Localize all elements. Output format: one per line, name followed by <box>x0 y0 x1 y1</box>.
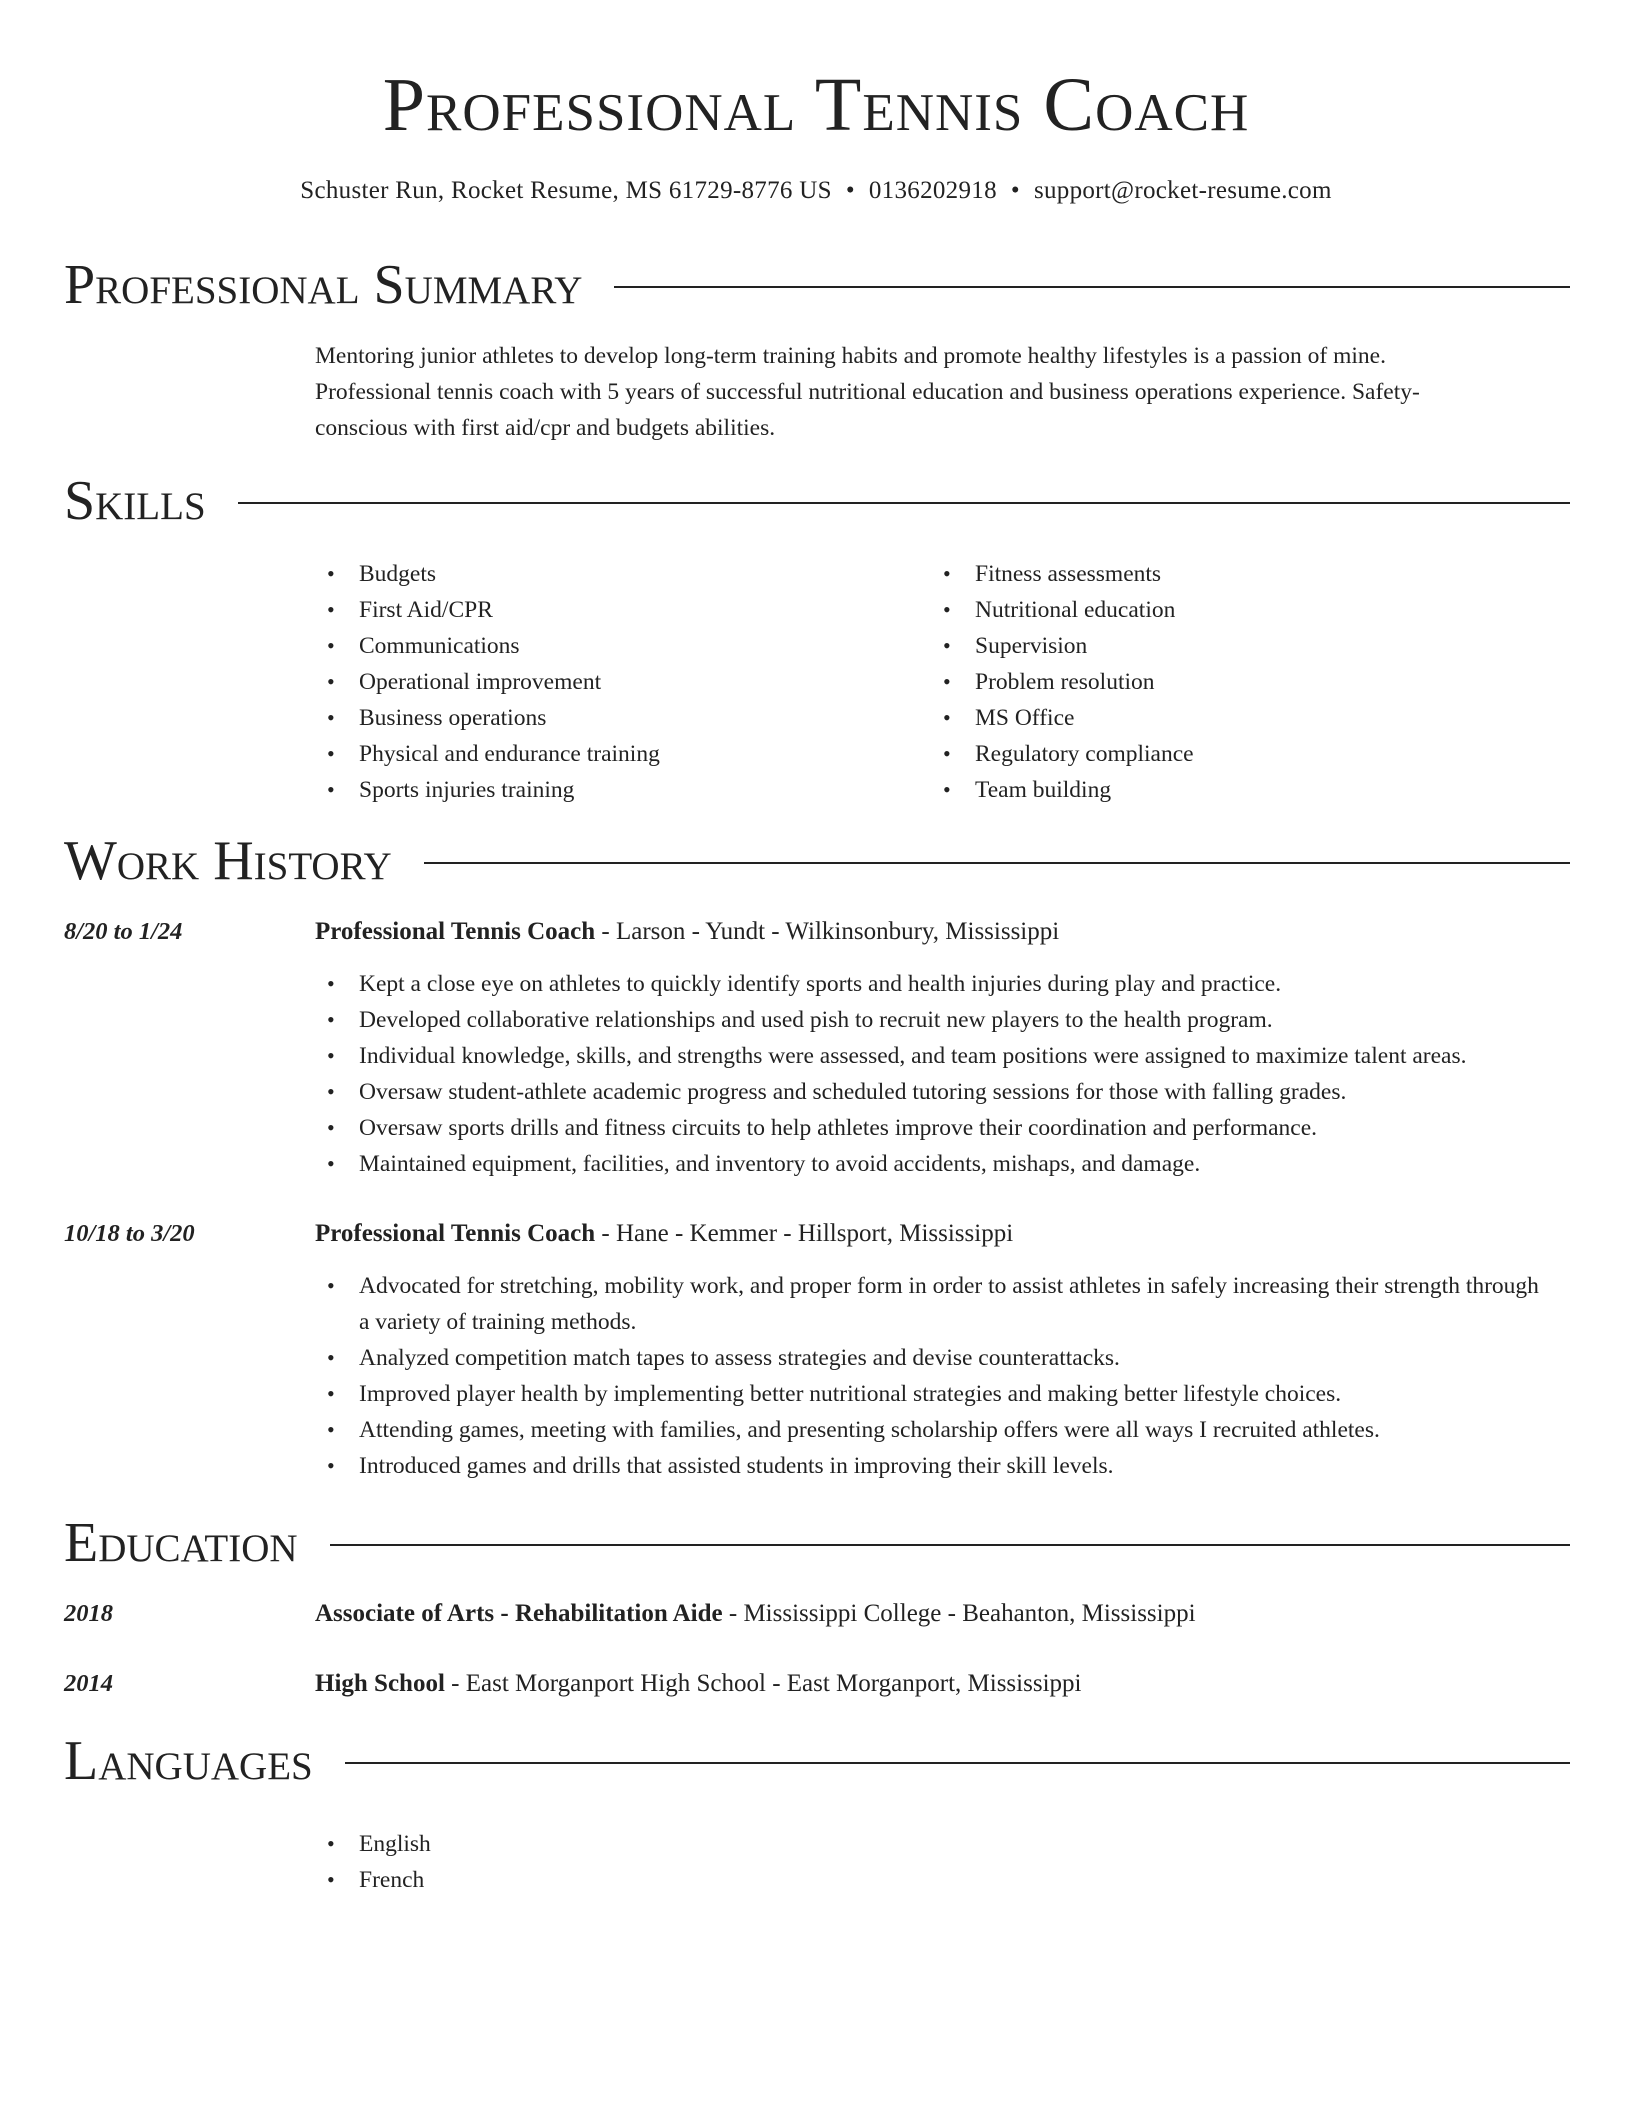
skill-item: • Supervision <box>931 628 1491 664</box>
job-bullet: • Oversaw student-athlete academic progress and scheduled tutoring sessions for those with falling grades. <box>315 1074 1545 1110</box>
education-year: 2018 <box>64 1600 113 1627</box>
job-title-line <box>315 914 1565 950</box>
education-school-location: - East Morganport High School - East Morganport, Mississippi <box>444 1670 1082 1697</box>
section-heading-summary <box>64 250 1570 320</box>
job-dates: 10/18 to 3/20 <box>64 1220 195 1247</box>
section-heading-skills <box>64 466 1570 536</box>
contact-separator: • <box>845 177 855 204</box>
education-line <box>315 1596 1565 1632</box>
job-dates: 8/20 to 1/24 <box>64 918 183 945</box>
section-title: Skills <box>64 470 206 532</box>
language-item: • English <box>315 1826 915 1862</box>
skill-item: • Problem resolution <box>931 664 1491 700</box>
skill-item: • Nutritional education <box>931 592 1491 628</box>
section-heading-languages <box>64 1726 1570 1796</box>
job-bullet: • Introduced games and drills that assisted students in improving their skill levels. <box>315 1448 1545 1484</box>
job-bullet: • Advocated for stretching, mobility work, and proper form in order to assist athletes in safely increasing their strength through a variety of training methods. <box>315 1268 1545 1340</box>
skill-item: • Operational improvement <box>315 664 875 700</box>
section-divider <box>238 502 1570 504</box>
skill-item: • Regulatory compliance <box>931 736 1491 772</box>
job-title: Professional Tennis Coach <box>315 1220 596 1247</box>
job-title: Professional Tennis Coach <box>315 918 596 945</box>
skill-item: • Business operations <box>315 700 875 736</box>
contact-separator: • <box>1010 177 1020 204</box>
skill-item: • Sports injuries training <box>315 772 875 808</box>
job-bullets <box>315 966 1545 1182</box>
job-bullet: • Oversaw sports drills and fitness circuits to help athletes improve their coordination and performance. <box>315 1110 1545 1146</box>
section-divider <box>424 862 1570 864</box>
job-employer-location: - Hane - Kemmer - Hillsport, Mississippi <box>595 1220 1014 1247</box>
contact-email: support@rocket-resume.com <box>1033 177 1332 204</box>
section-title: Work History <box>64 830 392 892</box>
job-bullet: • Kept a close eye on athletes to quickly identify sports and health injuries during play and practice. <box>315 966 1545 1002</box>
resume-name-title: Professional Tennis Coach <box>382 63 1250 147</box>
section-title: Professional Summary <box>64 254 583 316</box>
contact-line <box>0 174 1632 208</box>
education-degree: High School <box>315 1670 445 1697</box>
education-degree: Associate of Arts - Rehabilitation Aide <box>315 1600 723 1627</box>
job-bullet: • Attending games, meeting with families, and presenting scholarship offers were all ways I recruited athletes. <box>315 1412 1545 1448</box>
job-bullet: • Improved player health by implementing better nutritional strategies and making better lifestyle choices. <box>315 1376 1545 1412</box>
skill-item: • First Aid/CPR <box>315 592 875 628</box>
job-bullet: • Analyzed competition match tapes to assess strategies and devise counterattacks. <box>315 1340 1545 1376</box>
job-employer-location: - Larson - Yundt - Wilkinsonbury, Mississippi <box>595 918 1060 945</box>
education-school-location: - Mississippi College - Beahanton, Mississippi <box>722 1600 1196 1627</box>
language-item: • French <box>315 1862 915 1898</box>
skill-item: • Team building <box>931 772 1491 808</box>
skills-column-left <box>315 556 875 808</box>
summary-text: Mentoring junior athletes to develop long-term training habits and promote healthy lifestyles is a passion of mine. Professional tennis coach with 5 years of successful nutritional education and business operations experience. Safety-conscious with first aid/cpr and budgets abilities. <box>315 343 1420 441</box>
skills-column-right <box>931 556 1491 808</box>
section-divider <box>345 1762 1570 1764</box>
job-title-line <box>315 1216 1565 1252</box>
section-title: Languages <box>64 1730 313 1792</box>
section-heading-education <box>64 1508 1570 1578</box>
job-bullets <box>315 1268 1545 1484</box>
education-line <box>315 1666 1565 1702</box>
education-year: 2014 <box>64 1670 113 1697</box>
languages-list <box>315 1826 915 1898</box>
skill-item: • Communications <box>315 628 875 664</box>
skill-item: • Physical and endurance training <box>315 736 875 772</box>
skill-item: • MS Office <box>931 700 1491 736</box>
contact-address: Schuster Run, Rocket Resume, MS 61729-8776 US <box>300 177 832 204</box>
job-bullet: • Maintained equipment, facilities, and inventory to avoid accidents, mishaps, and damage. <box>315 1146 1545 1182</box>
job-bullet: • Developed collaborative relationships and used pish to recruit new players to the health program. <box>315 1002 1545 1038</box>
section-heading-work-history <box>64 826 1570 896</box>
skill-item: • Budgets <box>315 556 875 592</box>
section-divider <box>330 1544 1570 1546</box>
job-bullet: • Individual knowledge, skills, and strengths were assessed, and team positions were assigned to maximize talent areas. <box>315 1038 1545 1074</box>
section-divider <box>614 286 1570 288</box>
section-title: Education <box>64 1512 298 1574</box>
skill-item: • Fitness assessments <box>931 556 1491 592</box>
contact-phone: 0136202918 <box>868 177 997 204</box>
